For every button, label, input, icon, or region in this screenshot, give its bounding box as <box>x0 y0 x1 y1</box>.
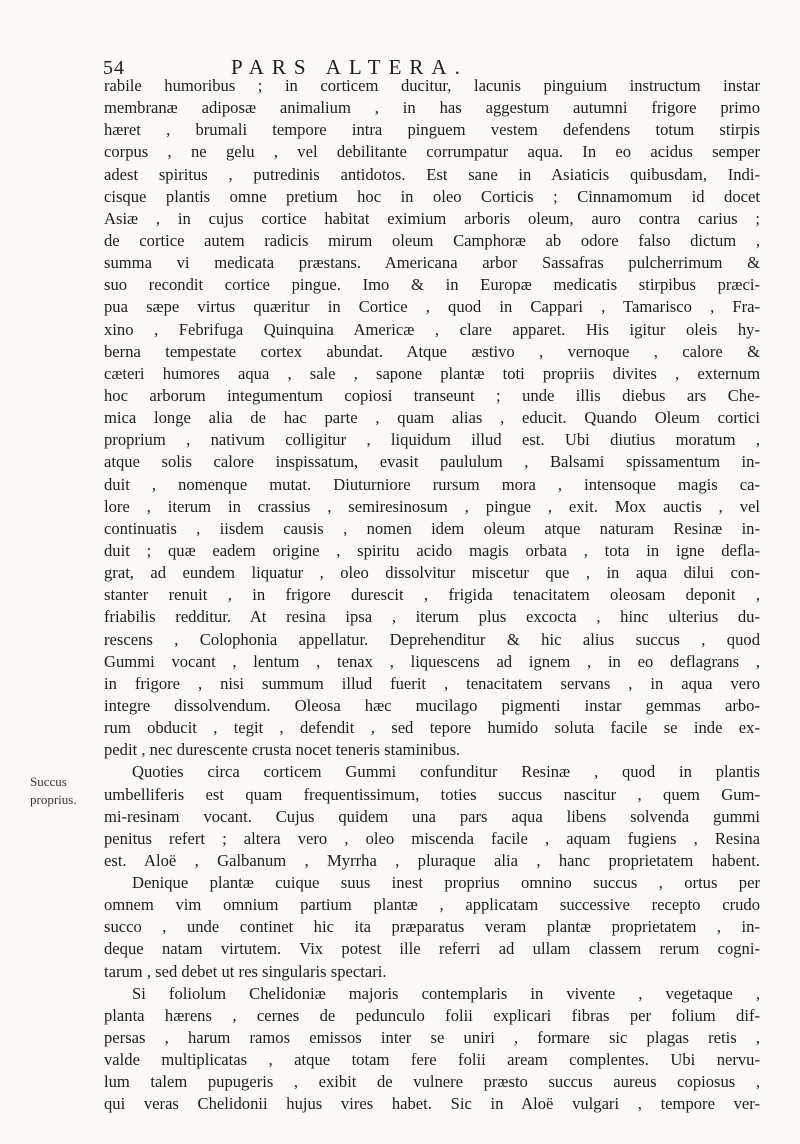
text-line: lore , iterum in crassius , semiresinosum , pingue , exit. Mox auctis , vel <box>104 496 760 516</box>
text-line: adest spiritus , putredinis antidotos. Est sane in Asiaticis quibusdam, Indi- <box>104 164 760 184</box>
text-line: rabile humoribus ; in corticem ducitur, lacunis pinguium instructum instar <box>104 76 760 95</box>
text-line: umbelliferis est quam frequentissimum, toties succus nascitur , quem Gum- <box>104 784 760 804</box>
text-line: Denique plantæ cuique suus inest proprius omnino succus , ortus per <box>132 873 760 893</box>
running-title: PARS ALTERA. <box>231 55 468 79</box>
text-line: duit , nomenque mutat. Diuturniore rursum mora , intensoque magis ca- <box>104 474 760 494</box>
text-line: penitus refert ; altera vero , oleo miscenda facile , aquam fugiens , Resina <box>104 828 760 848</box>
text-line: persas , harum ramos emissos inter se uniri , formare sic plagas retis , <box>104 1028 760 1048</box>
text-line: cæteri humores aqua , sale , sapone plantæ toti propriis divites , externum <box>104 363 760 383</box>
page-number: 54 <box>103 57 125 79</box>
text-line: continuatis , iisdem causis , nomen idem oleum atque naturam Resinæ in- <box>104 518 760 538</box>
text-line: berna tempestate cortex abundat. Atque æstivo , vernoque , calore & <box>104 341 760 361</box>
text-line: proprium , nativum colligitur , liquidum illud est. Ubi diutius moratum , <box>104 430 760 450</box>
text-line: xino , Febrifuga Quinquina Americæ , clare apparet. His igitur oleis hy- <box>104 319 760 339</box>
text-line: membranæ adiposæ animalium , in has aggestum autumni frigore primo <box>104 98 760 118</box>
text-line: Quoties circa corticem Gummi confunditur Resinæ , quod in plantis <box>132 762 760 782</box>
text-line: rum obducit , tegit , defendit , sed tepore humido soluta facile se inde ex- <box>104 718 760 738</box>
text-line: de cortice autem radicis mirum oleum Camphoræ ab odore falso dictum , <box>104 230 760 250</box>
text-line: valde multiplicatas , atque totam fere folii aream complentes. Ubi nervu- <box>104 1050 760 1070</box>
text-line: in frigore , nisi summum illud fuerit , tenacitatem servans , in aqua vero <box>104 673 760 693</box>
text-line: pedit , nec durescente crusta nocet teneris staminibus. <box>104 740 461 760</box>
text-line: integre dissolvendum. Oleosa hæc mucilago pigmenti instar gemmas arbo- <box>104 695 760 715</box>
text-line: omnem vim omnium partium plantæ , applicatam successive recepto crudo <box>104 895 760 915</box>
text-line: grat, ad eundem liquatur , oleo dissolvitur miscetur que , in aqua dilui con- <box>104 563 760 583</box>
text-line: planta hærens , cernes de pedunculo folii explicari fibras per folium dif- <box>104 1005 760 1025</box>
text-line: corpus , ne gelu , vel debilitante corrumpatur aqua. In eo acidus semper <box>104 142 760 162</box>
text-line: pua sæpe virtus quæritur in Cortice , quod in Cappari , Tamarisco , Fra- <box>104 297 760 317</box>
text-line: summa vi medicata præstans. Americana arbor Sassafras pulcherrimum & <box>104 253 760 273</box>
text-line: mica longe alia de hac parte , quam alias , educit. Quando Oleum cortici <box>104 408 760 428</box>
text-line: qui veras Chelidonii hujus vires habet. Sic in Aloë vulgari , tempore ver- <box>104 1094 760 1114</box>
text-line: Si foliolum Chelidoniæ majoris contemplaris in vivente , vegetaque , <box>132 983 760 1003</box>
text-line: Asiæ , in cujus cortice habitat eximium arboris oleum, auro contra carius ; <box>104 208 760 228</box>
text-line: est. Aloë , Galbanum , Myrrha , pluraque alia , hanc proprietatem habent. <box>104 850 760 870</box>
text-line: rescens , Colophonia appellatur. Deprehenditur & hic alius succus , quod <box>104 629 760 649</box>
text-line: cisque plantis omne pretium hoc in oleo Corticis ; Cinnamomum id docet <box>104 186 760 206</box>
text-line: succo , unde continet hic ita præparatus veram plantæ proprietatem , in- <box>104 917 760 937</box>
text-line: stanter renuit , in frigore durescit , frigida tenacitatem oleosam deponit , <box>104 585 760 605</box>
text-line: friabilis redditur. At resina ipsa , iterum plus excocta , hinc ulterius du- <box>104 607 760 627</box>
text-line: hæret , brumali tempore intra pinguem vestem defendens totum stirpis <box>104 120 760 140</box>
text-line: Gummi vocant , lentum , tenax , liquescens ad ignem , in eo deflagrans , <box>104 651 760 671</box>
text-line: suo recondit cortice pingue. Imo & in Europæ medicatis stirpibus præci- <box>104 275 760 295</box>
text-line: atque solis calore inspissatum, evasit paululum , Balsami spissamentum in- <box>104 452 760 472</box>
text-line: mi-resinam vocant. Cujus quidem una pars aqua libens solvenda gummi <box>104 806 760 826</box>
body-text <box>104 75 760 1116</box>
text-line: duit ; quæ eadem origine , spiritu acido magis orbata , tota in igne defla- <box>104 540 760 560</box>
text-line: hoc arborum integumentum copiosi transeunt ; unde illis diebus ars Che- <box>104 385 760 405</box>
text-line: deque natam virtutem. Vix potest ille referri ad ullam classem rerum cogni- <box>104 939 760 959</box>
margin-note: Succus proprius. <box>30 774 77 807</box>
text-line: tarum , sed debet ut res singularis spectari. <box>104 961 387 981</box>
text-line: lum talem pupugeris , exibit de vulnere præsto succus aureus copiosus , <box>104 1072 760 1092</box>
